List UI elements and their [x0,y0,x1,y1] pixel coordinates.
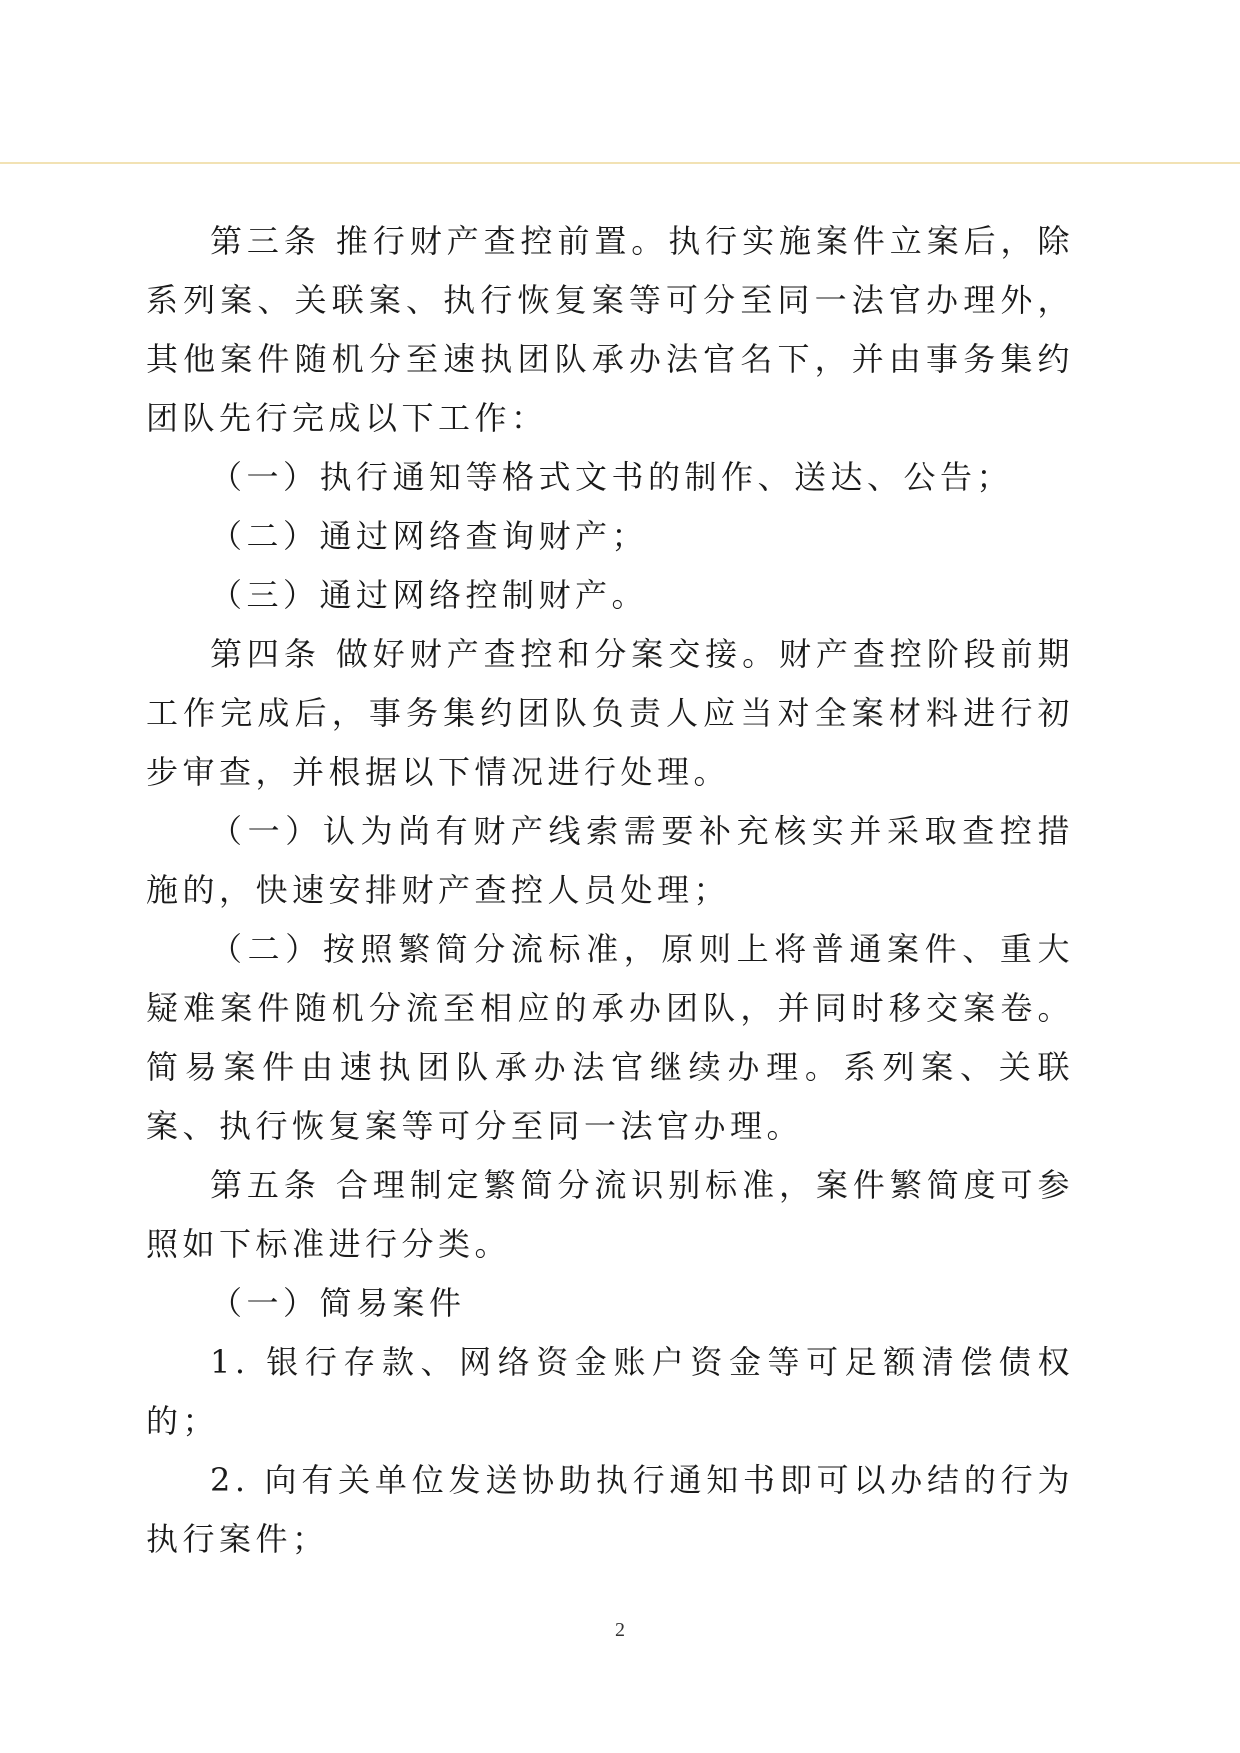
article-3-item-3: （三）通过网络控制财产。 [210,576,649,614]
article-5-item-1-heading: （一）简易案件 [210,1284,466,1322]
article-5-subitem-2: 2. 向有关单位发送协助执行通知书即可以办结的行为执行案件； [146,1461,1074,1558]
article-4-paragraph: 第四条 做好财产查控和分案交接。财产查控阶段前期工作完成后，事务集约团队负责人应当对全案材料进行初步审查，并根据以下情况进行处理。 [146,635,1074,791]
header-rule [0,162,1240,164]
article-3-item-1: （一）执行通知等格式文书的制作、送达、公告； [210,458,1014,496]
article-4-item-1: （一）认为尚有财产线索需要补充核实并采取查控措施的，快速安排财产查控人员处理； [146,812,1074,909]
article-5-paragraph: 第五条 合理制定繁简分流识别标准，案件繁简度可参照如下标准进行分类。 [146,1166,1074,1263]
article-3-paragraph: 第三条 推行财产查控前置。执行实施案件立案后，除系列案、关联案、执行恢复案等可分至同一法官办理外，其他案件随机分至速执团队承办法官名下，并由事务集约团队先行完成以下工作： [146,222,1074,437]
document-body [146,212,1074,1569]
article-3-item-2: （二）通过网络查询财产； [210,517,649,555]
page-number: 2 [615,1619,625,1641]
article-5-subitem-1: 1. 银行存款、网络资金账户资金等可足额清偿债权的； [146,1343,1074,1440]
article-4-item-2: （二）按照繁简分流标准，原则上将普通案件、重大疑难案件随机分流至相应的承办团队，并同时移交案卷。简易案件由速执团队承办法官继续办理。系列案、关联案、执行恢复案等可分至同一法官办理。 [146,930,1074,1145]
